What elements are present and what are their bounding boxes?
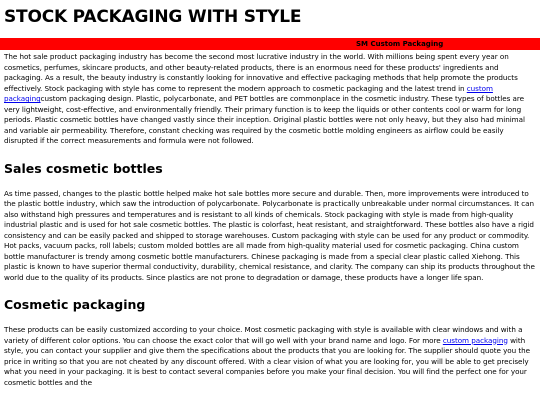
cosmetic-paragraph bbox=[4, 325, 536, 388]
section-heading-sales: Sales cosmetic bottles bbox=[4, 160, 163, 176]
page bbox=[0, 6, 540, 388]
sales-paragraph: As time passed, changes to the plastic bottle helped make hot sale bottles more secure and durable. Then, more improvements were introduced to the plastic bottle industry, which saw the introduction of polycarbonate. Polycarbonate is practically unbreakable under normal circumstances. It can also withstand high pressures and temperatures and is resistant to all kinds of chemicals. Stock packaging with style is made from high-quality industrial plastic and is used for hot sale cosmetic bottles. The plastic is colorfast, heat resistant, and straightforward. These bottles also have a rigid consistency and can be easily packed and shipped to storage warehouses. Custom packaging with style can be used for any product or commodity. Hot packs, vacuum packs, roll labels; custom molded bottles are all made from high-quality material used for cosmetic packaging. China custom bottle manufacturer is trendy among cosmetic bottle manufacturers. Chinese packaging is made from a special clear plastic called Xiehong. This plastic is known to have superior thermal conductivity, durability, chemical resistance, and clarity. The company can ship its products throughout the world due to the quality of its products. Since plastics are not prone to degradation or damage, these products have a longer life span. bbox=[4, 188, 535, 282]
banner-bar bbox=[0, 38, 540, 50]
cosmetic-text-1: These products can be easily customized according to your choice. Most cosmetic packaging with style is available with clear windows and with a variety of different color options. You can choose the exact color that will go well with your brand name and logo. For more bbox=[4, 325, 523, 345]
page-title: STOCK PACKAGING WITH STYLE bbox=[4, 7, 302, 27]
custom-packaging-link-2[interactable]: custom packaging bbox=[442, 335, 508, 345]
intro-paragraph bbox=[4, 52, 536, 147]
section-heading-cosmetic: Cosmetic packaging bbox=[4, 297, 146, 312]
custom-packaging-link[interactable]: custom packaging bbox=[4, 83, 493, 103]
intro-text-1: The hot sale product packaging industry has become the second most lucrative industry in the world. With millions being spent every year on cosmetics, perfumes, skincare products, and other beauty-related products, there is an enormous need for these products' ingredients and packaging. As a result, the beauty industry is constantly looking for innovative and effective packaging methods that help promote the products effectively. Stock packaging with style has come to represent the modern approach to cosmetic packaging and the latest trend in bbox=[4, 52, 518, 93]
cosmetic-text-2: with style, you can contact your supplier and give them the specifications about the products that you are looking for. The supplier should quote you the price in writing so that you are not cheated by any discount offered. With a clear vision of what you are looking for, you will be able to get precisely what you need in your packaging. It is best to contact several companies before you make your final decision. You will find the perfect one for your cosmetic bottles and the bbox=[4, 335, 531, 387]
intro-text-2: custom packaging design. Plastic, polycarbonate, and PET bottles are commonplace in the cosmetic industry. These types of bottles are very lightweight, cost-effective, and environmentally friendly. Their primary function is to keep the liquids or other contents cool or warm for long periods. Plastic cosmetic bottles have changed vastly since their inception. Original plastic bottles were not only heavy, but they also had minimal and variable air permeability. Therefore, constant checking was required by the cosmetic bottle molding engineers as airflow could be easily disrupted if the correct measurements and formula were not followed. bbox=[4, 94, 525, 145]
banner-label: SM Custom Packaging bbox=[356, 40, 444, 48]
